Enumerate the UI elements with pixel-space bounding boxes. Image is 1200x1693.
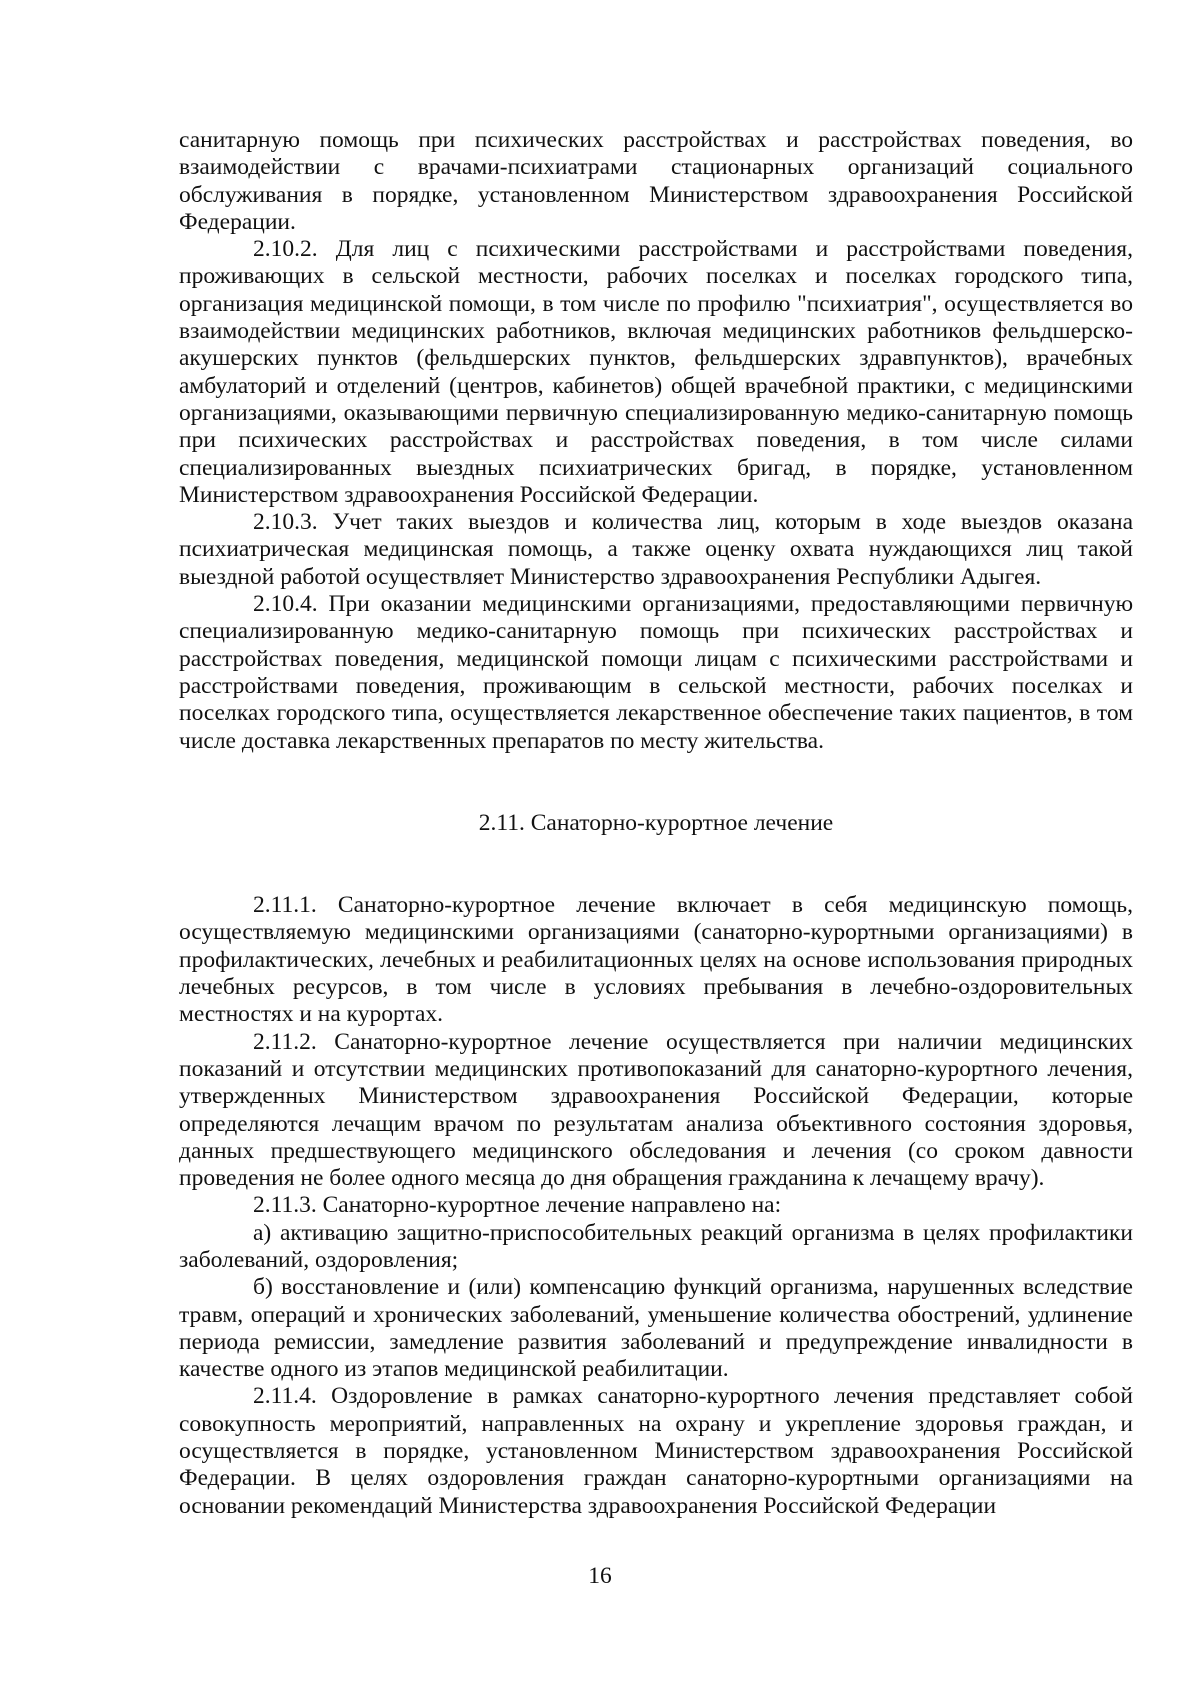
paragraph-2-11-2: 2.11.2. Санаторно-курортное лечение осуществляется при наличии медицинских показаний и отсутствии медицинских противопоказаний для санаторно-курортного лечения, утвержденных Министерством здравоохранения Российской Федерации, которые определяются лечащим врачом по результатам анализа объективного состояния здоровья, данных предшествующего медицинского обследования и лечения (со сроком давности проведения не более одного месяца до дня обращения гражданина к лечащему врачу). xyxy=(179,1028,1133,1192)
paragraph-2-11-4: 2.11.4. Оздоровление в рамках санаторно-курортного лечения представляет собой совокупность мероприятий, направленных на охрану и укрепление здоровья граждан, и осуществляется в порядке, установленном Министерством здравоохранения Российской Федерации. В целях оздоровления граждан санаторно-курортными организациями на основании рекомендаций Министерства здравоохранения Российской Федерации xyxy=(179,1383,1133,1519)
paragraph-continuation: санитарную помощь при психических расстройствах и расстройствах поведения, во взаимодействии с врачами-психиатрами стационарных организаций социального обслуживания в порядке, установленном Министерством здравоохранения Российской Федерации. xyxy=(179,127,1133,235)
heading-spacer xyxy=(179,755,1133,783)
section-heading: 2.11. Санаторно-курортное лечение xyxy=(478,809,834,836)
list-item-b: б) восстановление и (или) компенсацию функций организма, нарушенных вследствие травм, операций и хронических заболеваний, уменьшение количества обострений, удлинение периода ремиссии, замедление развития заболеваний и предупреждение инвалидности в качестве одного из этапов медицинской реабилитации. xyxy=(179,1274,1133,1383)
page-number: 16 xyxy=(588,1563,612,1589)
list-item-a: а) активацию защитно-приспособительных реакций организма в целях профилактики заболеваний, оздоровления; xyxy=(179,1219,1133,1273)
paragraph-2-11-3: 2.11.3. Санаторно-курортное лечение направлено на: xyxy=(253,1192,782,1219)
paragraph-2-11-1: 2.11.1. Санаторно-курортное лечение включает в себя медицинскую помощь, осуществляемую медицинскими организациями (санаторно-курортными организациями) в профилактических, лечебных и реабилитационных целях на основе использования природных лечебных ресурсов, в том числе в условиях пребывания в лечебно-оздоровительных местностях и на курортах. xyxy=(179,892,1133,1028)
paragraph-2-10-4: 2.10.4. При оказании медицинскими организациями, предоставляющими первичную специализированную медико-санитарную помощь при психических расстройствах и расстройствах поведения, медицинской помощи лицам с психическими расстройствами и расстройствами поведения, проживающим в сельской местности, рабочих поселках и поселках городского типа, осуществляется лекарственное обеспечение таких пациентов, в том числе доставка лекарственных препаратов по месту жительства. xyxy=(179,591,1133,754)
paragraph-2-10-3: 2.10.3. Учет таких выездов и количества лиц, которым в ходе выездов оказана психиатрическая медицинская помощь, а также оценку охвата нуждающихся лиц такой выездной работой осуществляет Министерство здравоохранения Республики Адыгея. xyxy=(179,509,1133,590)
document-body xyxy=(179,127,1133,1520)
paragraph-2-10-2: 2.10.2. Для лиц с психическими расстройствами и расстройствами поведения, проживающих в сельской местности, рабочих поселках и поселках городского типа, организация медицинской помощи, в том числе по профилю "психиатрия", осуществляется во взаимодействии медицинских работников, включая медицинских работников фельдшерско-акушерских пунктов (фельдшерских пунктов, фельдшерских здравпунктов), врачебных амбулаторий и отделений (центров, кабинетов) общей врачебной практики, с медицинскими организациями, оказывающими первичную специализированную медико-санитарную помощь при психических расстройствах и расстройствах поведения, в том числе силами специализированных выездных психиатрических бригад, в порядке, установленном Министерством здравоохранения Российской Федерации. xyxy=(179,236,1133,508)
